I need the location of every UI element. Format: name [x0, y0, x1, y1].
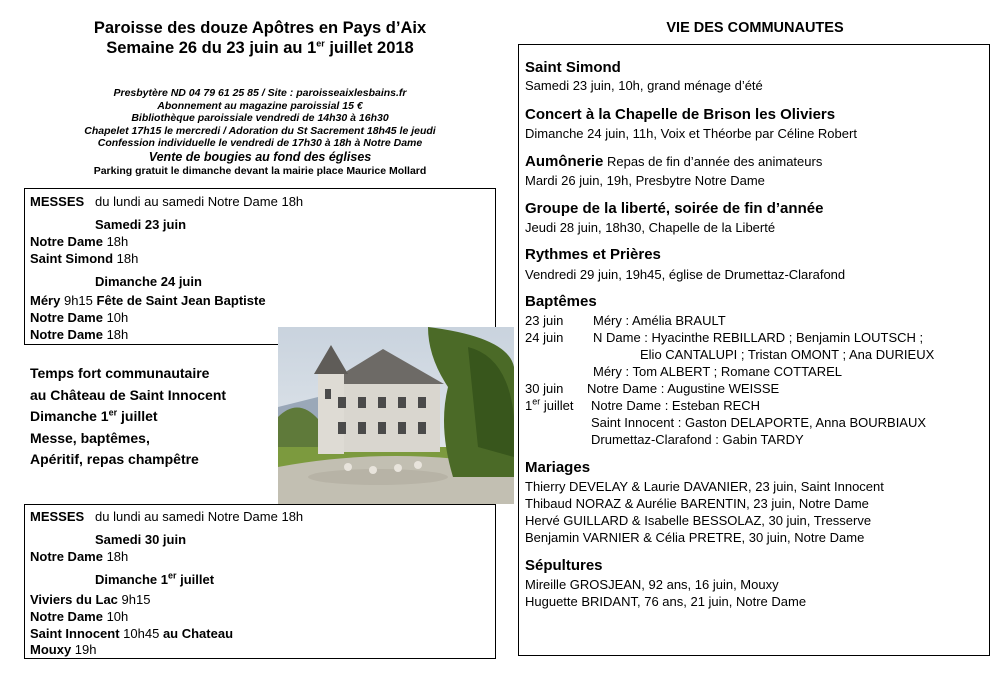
- chateau-illustration: [278, 327, 514, 504]
- bapteme-date: 1er juillet: [525, 396, 574, 413]
- temps-fort-line: Messe, baptêmes,: [30, 429, 150, 446]
- bapteme-line: Elio CANTALUPI ; Tristan OMONT ; Ana DURIEUX: [640, 347, 935, 362]
- bapteme-line: Saint Innocent : Gaston DELAPORTE, Anna BOURBIAUX: [591, 415, 927, 430]
- title-line-1: Paroisse des douze Apôtres en Pays d’Aix: [93, 19, 427, 37]
- info-line: Bibliothèque paroissiale vendredi de 14h30 à 16h30: [131, 112, 389, 125]
- vie-communautes-title: VIE DES COMMUNAUTES: [666, 20, 844, 36]
- bulletin-title: [30, 18, 490, 58]
- messes-weekday-row: MESSES du lundi au samedi Notre Dame 18h: [30, 509, 304, 524]
- bapteme-date: 24 juin: [525, 330, 564, 345]
- section-heading: Concert à la Chapelle de Brison les Oliviers: [525, 106, 836, 123]
- messes-box-week1: [24, 188, 496, 345]
- mass-row: Viviers du Lac 9h15: [30, 592, 151, 607]
- bapteme-line: N Dame : Hyacinthe REBILLARD ; Benjamin LOUTSCH ;: [593, 330, 924, 345]
- sepulture-line: Mireille GROSJEAN, 92 ans, 16 juin, Mouxy: [525, 577, 779, 592]
- section-heading: Baptêmes: [525, 293, 597, 310]
- mariage-line: Thierry DEVELAY & Laurie DAVANIER, 23 juin, Saint Innocent: [525, 479, 884, 494]
- mass-row: Notre Dame 10h: [30, 310, 129, 325]
- mass-row: Notre Dame 10h: [30, 609, 129, 624]
- mariage-line: Benjamin VARNIER & Célia PRETRE, 30 juin, Notre Dame: [525, 530, 865, 545]
- day-heading: Samedi 30 juin: [95, 532, 187, 547]
- mass-row: Notre Dame 18h: [30, 327, 129, 342]
- temps-fort-date: Dimanche 1er juillet: [30, 407, 158, 424]
- section-heading: Aumônerie Repas de fin d’année des animateurs: [525, 153, 823, 170]
- mariage-line: Thibaud NORAZ & Aurélie BARENTIN, 23 juin, Notre Dame: [525, 496, 869, 511]
- section-heading: Rythmes et Prières: [525, 246, 661, 263]
- temps-fort-line: Temps fort communautaire: [30, 365, 210, 381]
- mass-row: Notre Dame 18h: [30, 549, 129, 564]
- section-heading: Mariages: [525, 459, 591, 476]
- messes-weekday-row: MESSES du lundi au samedi Notre Dame 18h: [30, 194, 304, 209]
- bapteme-line: Notre Dame : Augustine WEISSE: [587, 381, 780, 396]
- info-line: Chapelet 17h15 le mercredi / Adoration du St Sacrement 18h45 le jeudi: [84, 124, 436, 137]
- section-heading: Saint Simond: [525, 59, 621, 76]
- bapteme-line: Notre Dame : Esteban RECH: [591, 398, 761, 413]
- temps-fort-block: [30, 363, 226, 471]
- event-line: Vendredi 29 juin, 19h45, église de Drumettaz-Clarafond: [525, 267, 846, 282]
- info-line: Presbytère ND 04 79 61 25 85 / Site : paroisseaixlesbains.fr: [113, 87, 407, 99]
- event-line: Samedi 23 juin, 10h, grand ménage d’été: [525, 78, 763, 93]
- parish-info: [30, 87, 490, 178]
- bapteme-line: Méry : Tom ALBERT ; Romane COTTAREL: [593, 364, 843, 379]
- bapteme-date: 30 juin: [525, 381, 564, 396]
- mass-row: Notre Dame 18h: [30, 234, 129, 249]
- section-heading: Groupe de la liberté, soirée de fin d’année: [525, 200, 824, 217]
- mass-row: Saint Simond 18h: [30, 251, 139, 266]
- vie-communautes-box: [518, 44, 990, 656]
- day-heading: Samedi 23 juin: [95, 217, 187, 232]
- parking-notice: Parking gratuit le dimanche devant la mairie place Maurice Mollard: [93, 164, 427, 177]
- messes-box-week2: [24, 504, 496, 659]
- section-heading: Sépultures: [525, 557, 603, 574]
- day-heading: Dimanche 24 juin: [95, 274, 202, 289]
- mass-row: Saint Innocent 10h45 au Chateau: [30, 626, 234, 641]
- mass-row: Méry 9h15 Fête de Saint Jean Baptiste: [30, 293, 266, 308]
- temps-fort-line: au Château de Saint Innocent: [30, 386, 227, 403]
- event-line: Mardi 26 juin, 19h, Presbytre Notre Dame: [525, 173, 765, 188]
- sepulture-line: Huguette BRIDANT, 76 ans, 21 juin, Notre Dame: [525, 594, 807, 609]
- event-line: Dimanche 24 juin, 11h, Voix et Théorbe par Céline Robert: [525, 126, 857, 141]
- bougies-notice: Vente de bougies au fond des églises: [148, 149, 372, 164]
- bapteme-line: Drumettaz-Clarafond : Gabin TARDY: [591, 432, 804, 447]
- info-line: Confession individuelle le vendredi de 17h30 à 18h à Notre Dame: [97, 137, 423, 150]
- mariage-line: Hervé GUILLARD & Isabelle BESSOLAZ, 30 juin, Tresserve: [525, 513, 872, 528]
- info-line: Abonnement au magazine paroissial 15 €: [157, 99, 363, 112]
- title-line-2: Semaine 26 du 23 juin au 1er juillet 2018: [106, 38, 414, 57]
- mass-row: Mouxy 19h: [30, 642, 97, 657]
- bapteme-line: Méry : Amélia BRAULT: [593, 313, 726, 328]
- temps-fort-line: Apéritif, repas champêtre: [30, 451, 199, 467]
- day-heading: Dimanche 1er juillet: [95, 570, 215, 587]
- bapteme-date: 23 juin: [525, 313, 564, 328]
- event-line: Jeudi 28 juin, 18h30, Chapelle de la Liberté: [525, 220, 776, 235]
- chateau-photo: [278, 327, 514, 504]
